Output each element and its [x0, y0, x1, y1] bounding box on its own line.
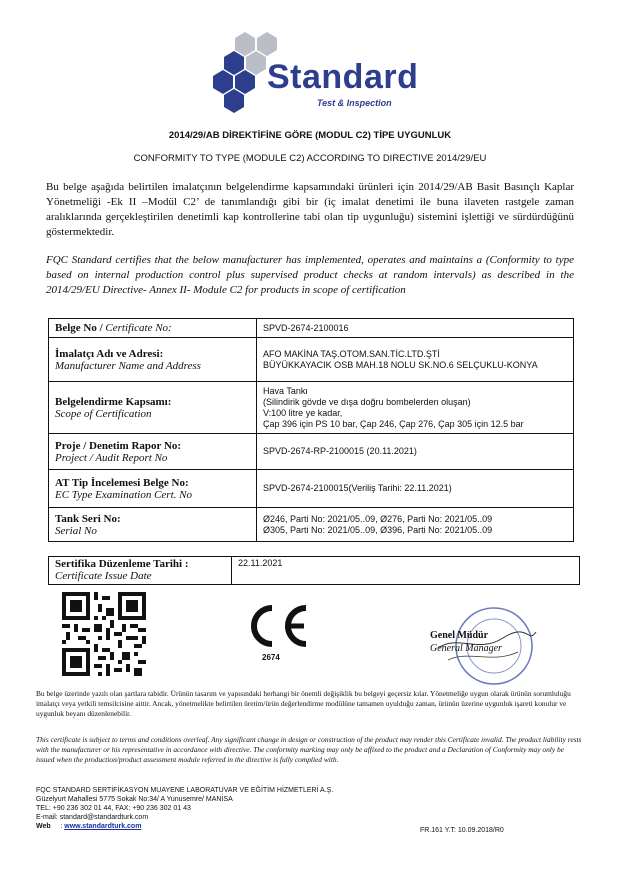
row-scope — [49, 382, 574, 434]
row-certificate-no — [49, 319, 574, 338]
form-number: FR.161 Y.T: 10.09.2018/R0 — [420, 827, 504, 834]
scope-line-2: (Silindirik gövde ve dışa doğru bombelerden oluşan) — [263, 396, 471, 407]
footer-web-label: Web — [36, 823, 51, 830]
legal-notice-english: This certificate is subject to terms and conditions overleaf. Any significant change in design or construction of the product may render this Certificate invalid. The product liability rests with the manufacturer or his representative in accordance with directive. The conformity marking may only be affixed to the product and a Declaration of Conformity may only be issued when the production/product assessment module referred in the directive is fully complied with. — [36, 735, 582, 764]
scope-line-3: V:100 litre ye kadar, — [263, 407, 343, 418]
label-certificate-no-tr: Belge No / — [55, 322, 106, 334]
scope-line-4: Çap 396 için PS 10 bar, Çap 246, Çap 276, Çap 305 için 12.5 bar — [263, 418, 524, 429]
audit-report-value: SPVD-2674-RP-2100015 (20.11.2021) — [263, 446, 417, 456]
certificate-details-table — [48, 318, 574, 542]
label-manufacturer-en: Manufacturer Name and Address — [55, 359, 201, 372]
row-audit-report — [49, 434, 574, 470]
statement-english: FQC Standard certifies that the below manufacturer has implemented, operates and maintains a (Conformity to type based on internal production control plus supervised product checks at random intervals) as described in the 2014/29/EU Directive- Annex II- Module C2 for products in scope of certification — [46, 254, 574, 296]
issue-date-table — [48, 556, 580, 585]
qr-code — [62, 592, 146, 676]
title-turkish: 2014/29/AB DİREKTİFİNE GÖRE (MODUL C2) TİPE UYGUNLUK — [168, 130, 452, 141]
label-audit-tr: Proje / Denetim Rapor No: — [55, 439, 182, 452]
title-english: CONFORMITY TO TYPE (MODULE C2) ACCORDING TO DIRECTIVE 2014/29/EU — [133, 153, 487, 164]
logo-tagline: Test & Inspection — [317, 98, 392, 108]
footer-address: Güzelyurt Mahallesi 5775 Sokak No:34/ A Yunusemre/ MANİSA — [36, 796, 233, 803]
label-scope-tr: Belgelendirme Kapsamı: — [55, 395, 172, 408]
issue-date-value: 22.11.2021 — [232, 557, 580, 585]
notified-body-number: 2674 — [262, 653, 280, 662]
label-manufacturer-tr: İmalatçı Adı ve Adresi: — [55, 347, 164, 360]
statement-turkish: Bu belge aşağıda belirtilen imalatçının belgelendirme kapsamındaki ürünleri için 2014/29/AB Basit Basınçlı Kaplar Yönetmeliği -Ek II –Modül C2’ de tanımlandığı gibi bir (iç imalat denetimi ile buna ilaveten rastgele zaman aralıklarında gerçekleştirilen denetimli kap kontrollerine tabi olan tip uygunluğu) sistemini işlettiği ve sürdürdüğünü göstermektedir. — [46, 181, 574, 238]
label-certificate-no-en: Certificate No: — [105, 322, 172, 334]
label-serial-en: Serial No — [55, 524, 97, 537]
issue-date-label-en: Certificate Issue Date — [55, 570, 152, 582]
issue-date-label-tr: Sertifika Düzenleme Tarihi : — [55, 558, 189, 570]
label-serial-tr: Tank Seri No: — [55, 512, 121, 525]
label-ec-type-en: EC Type Examination Cert. No — [55, 488, 192, 501]
footer-contact: FQC STANDARD SERTİFİKASYON MUAYENE LABORATUVAR VE EĞİTİM HİZMETLERİ A.Ş. Güzelyurt Mahallesi 5775 Sokak No:34/ A Yunusemre/ MANİSA TEL: +90 236 302 01 44, FAX: +90 236 302 01 43 E-mail: standard@standardturk.com Web : www.standardturk.com — [36, 786, 584, 831]
serial-line-1: Ø246, Parti No: 2021/05..09, Ø276, Parti No: 2021/05..09 — [263, 513, 493, 524]
row-manufacturer — [49, 338, 574, 382]
website-link[interactable]: www.standardturk.com — [64, 823, 142, 830]
footer-phone: TEL: +90 236 302 01 44, FAX: +90 236 302 01 43 — [36, 805, 191, 812]
signatory-title-en: General Manager — [430, 643, 502, 654]
footer-company: FQC STANDARD SERTİFİKASYON MUAYENE LABORATUVAR VE EĞİTİM HİZMETLERİ A.Ş. — [36, 787, 334, 794]
row-serial-no — [49, 508, 574, 542]
label-ec-type-tr: AT Tip İncelemesi Belge No: — [55, 476, 189, 489]
label-scope-en: Scope of Certification — [55, 407, 152, 420]
row-ec-type — [49, 470, 574, 508]
footer-email: E-mail: standard@standardturk.com — [36, 814, 149, 821]
ce-mark-icon — [242, 602, 312, 650]
label-audit-en: Project / Audit Report No — [55, 451, 168, 464]
legal-notice-turkish: Bu belge üzerinde yazılı olan şartlara tabidir. Ürünün tasarım ve yapısındaki herhangi bir önemli değişiklik bu belgeyi geçersiz kılar. Yönetmeliğe uygun olarak ürünün sorumluluğu imalatçı veya yetkili temsilcisine aittir. Ancak, yönetmelikte belirtilen üretim/ürün değerlendirme modülüne tamamen uyulduğu zaman, ürünün üzerine uygunluk işareti konulur ve uygunluk beyanı düzenlenebilir. — [36, 689, 571, 718]
manufacturer-address: BÜYÜKKAYACIK OSB MAH.18 NOLU SK.NO.6 SELÇUKLU-KONYA — [263, 359, 538, 370]
ec-type-value: SPVD-2674-2100015(Veriliş Tarihi: 22.11.2021) — [263, 483, 452, 493]
signatory-title-tr: Genel Müdür — [430, 630, 489, 641]
certificate-no-value: SPVD-2674-2100016 — [263, 322, 349, 333]
manufacturer-name: AFO MAKİNA TAŞ.OTOM.SAN.TİC.LTD.ŞTİ — [263, 348, 440, 359]
serial-line-2: Ø305, Parti No: 2021/05..09, Ø396, Parti No: 2021/05..09 — [263, 524, 493, 535]
company-logo — [205, 28, 425, 118]
logo-wordmark: Standard — [267, 58, 419, 96]
scope-line-1: Hava Tankı — [263, 385, 308, 396]
